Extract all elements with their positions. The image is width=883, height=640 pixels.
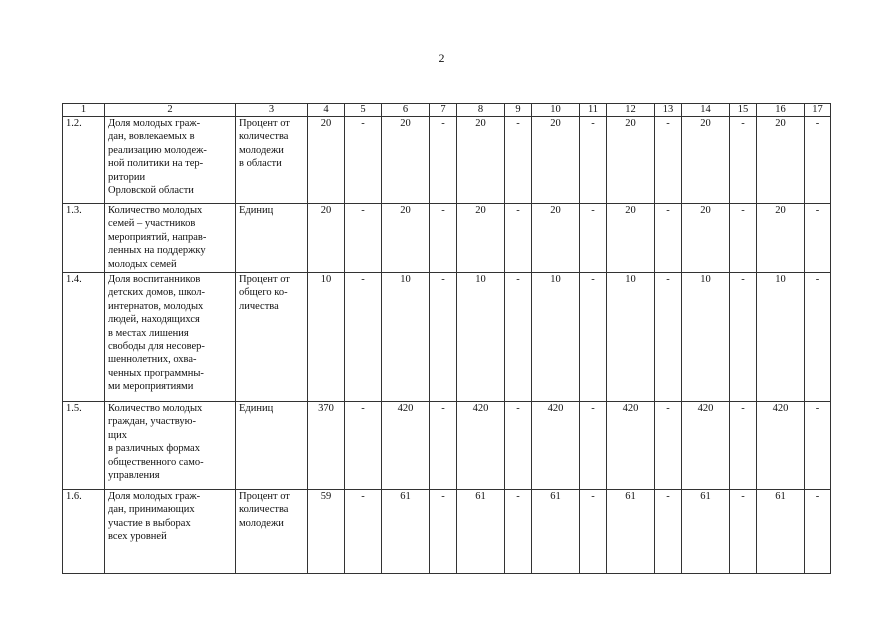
value-cell: 20: [757, 204, 805, 273]
dash-cell: -: [430, 273, 457, 402]
indicator-name-line: в местах лишения: [108, 327, 189, 339]
unit-of-measure: [236, 273, 308, 402]
dash-cell: -: [505, 117, 532, 204]
value-cell: 20: [382, 117, 430, 204]
unit-line: общего ко-: [239, 287, 288, 299]
unit-of-measure: [236, 490, 308, 574]
value-cell: 61: [757, 490, 805, 574]
dash-cell: -: [345, 402, 382, 490]
indicator-name-line: в различных формах: [108, 443, 200, 455]
indicator-name-line: реализацию молодеж-: [108, 144, 207, 156]
indicator-name-line: щих: [108, 429, 127, 441]
table-row: [63, 490, 831, 574]
indicator-name-line: шеннолетних, охва-: [108, 354, 197, 366]
unit-line: количества: [239, 504, 289, 516]
column-header-10: 10: [532, 104, 580, 117]
value-cell: 20: [457, 204, 505, 273]
indicator-name-line: граждан, участвую-: [108, 416, 196, 428]
dash-cell: -: [505, 490, 532, 574]
dash-cell: -: [505, 273, 532, 402]
dash-cell: -: [580, 273, 607, 402]
indicator-name-line: мероприятий, направ-: [108, 231, 207, 243]
dash-cell: -: [655, 490, 682, 574]
page-number: 2: [438, 51, 445, 65]
value-cell: 20: [308, 117, 345, 204]
indicator-name-line: Орловской области: [108, 185, 194, 197]
value-cell: 10: [607, 273, 655, 402]
indicator-name-line: людей, находящихся: [108, 314, 200, 326]
indicator-name-line: всех уровней: [108, 531, 167, 543]
unit-of-measure: [236, 204, 308, 273]
column-header-16: 16: [757, 104, 805, 117]
unit-line: молодежи: [239, 144, 284, 156]
indicator-name-line: молодых семей: [108, 258, 177, 270]
unit-line: молодежи: [239, 517, 284, 529]
column-header-14: 14: [682, 104, 730, 117]
unit-of-measure: [236, 117, 308, 204]
column-header-8: 8: [457, 104, 505, 117]
indicator-name-line: Доля молодых граж-: [108, 118, 201, 129]
table-row: [63, 273, 831, 402]
column-header-6: 6: [382, 104, 430, 117]
row-number: 1.6.: [63, 490, 105, 574]
value-cell: 61: [457, 490, 505, 574]
dash-cell: -: [430, 402, 457, 490]
column-header-1: 1: [63, 104, 105, 117]
value-cell: 20: [457, 117, 505, 204]
value-cell: 10: [457, 273, 505, 402]
indicator-name-line: ленных на поддержку: [108, 245, 206, 257]
dash-cell: -: [730, 117, 757, 204]
value-cell: 20: [757, 117, 805, 204]
column-header-15: 15: [730, 104, 757, 117]
value-cell: 61: [382, 490, 430, 574]
indicator-name-line: управления: [108, 470, 160, 482]
indicator-name-line: дан, принимающих: [108, 504, 195, 516]
dash-cell: -: [505, 204, 532, 273]
dash-cell: -: [580, 402, 607, 490]
unit-line: Единиц: [239, 205, 274, 216]
indicator-name-line: Доля воспитанников: [108, 274, 201, 285]
value-cell: 370: [308, 402, 345, 490]
value-cell: 20: [607, 204, 655, 273]
dash-cell: -: [430, 490, 457, 574]
dash-cell: -: [430, 117, 457, 204]
indicator-name-line: интернатов, молодых: [108, 300, 204, 312]
indicator-name-line: Доля молодых граж-: [108, 491, 201, 502]
value-cell: 420: [607, 402, 655, 490]
dash-cell: -: [345, 117, 382, 204]
value-cell: 61: [607, 490, 655, 574]
dash-cell: -: [655, 204, 682, 273]
value-cell: 420: [682, 402, 730, 490]
dash-cell: -: [805, 273, 831, 402]
column-header-17: 17: [805, 104, 831, 117]
unit-line: личества: [239, 300, 279, 312]
dash-cell: -: [730, 490, 757, 574]
value-cell: 20: [682, 204, 730, 273]
column-header-7: 7: [430, 104, 457, 117]
indicator-name-line: детских домов, школ-: [108, 287, 205, 299]
column-header-9: 9: [505, 104, 532, 117]
column-header-13: 13: [655, 104, 682, 117]
value-cell: 10: [308, 273, 345, 402]
table-row: [63, 402, 831, 490]
dash-cell: -: [345, 204, 382, 273]
indicator-name-line: Количество молодых: [108, 403, 203, 414]
dash-cell: -: [805, 490, 831, 574]
dash-cell: -: [730, 204, 757, 273]
indicator-name-line: общественного само-: [108, 456, 204, 468]
value-cell: 420: [532, 402, 580, 490]
table-row: [63, 204, 831, 273]
indicator-name-line: ритории: [108, 171, 146, 183]
value-cell: 420: [457, 402, 505, 490]
row-number: 1.5.: [63, 402, 105, 490]
value-cell: 20: [682, 117, 730, 204]
dash-cell: -: [730, 273, 757, 402]
unit-line: Процент от: [239, 118, 290, 129]
row-number: 1.2.: [63, 117, 105, 204]
indicator-name-line: дан, вовлекаемых в: [108, 131, 195, 143]
indicator-name: [105, 117, 236, 204]
dash-cell: -: [580, 204, 607, 273]
value-cell: 10: [382, 273, 430, 402]
unit-of-measure: [236, 402, 308, 490]
value-cell: 20: [532, 117, 580, 204]
indicator-name-line: ченных программны-: [108, 367, 204, 379]
column-header-12: 12: [607, 104, 655, 117]
value-cell: 420: [757, 402, 805, 490]
value-cell: 59: [308, 490, 345, 574]
value-cell: 20: [382, 204, 430, 273]
dash-cell: -: [345, 490, 382, 574]
dash-cell: -: [655, 117, 682, 204]
indicator-name-line: свободы для несовер-: [108, 341, 205, 353]
value-cell: 420: [382, 402, 430, 490]
dash-cell: -: [655, 273, 682, 402]
column-header-5: 5: [345, 104, 382, 117]
unit-line: в области: [239, 158, 282, 170]
value-cell: 61: [682, 490, 730, 574]
row-number: 1.3.: [63, 204, 105, 273]
dash-cell: -: [730, 402, 757, 490]
indicator-name-line: участие в выборах: [108, 517, 191, 529]
indicator-name-line: ми мероприятиями: [108, 381, 194, 393]
value-cell: 20: [308, 204, 345, 273]
row-number: 1.4.: [63, 273, 105, 402]
column-header-3: 3: [236, 104, 308, 117]
table-row: [63, 117, 831, 204]
indicator-name-line: семей – участников: [108, 218, 196, 230]
value-cell: 20: [607, 117, 655, 204]
header-row: [63, 104, 831, 117]
indicator-name-line: ной политики на тер-: [108, 158, 204, 170]
indicator-name: [105, 273, 236, 402]
unit-line: Процент от: [239, 274, 290, 285]
dash-cell: -: [505, 402, 532, 490]
indicator-name: [105, 402, 236, 490]
unit-line: количества: [239, 131, 289, 143]
dash-cell: -: [580, 117, 607, 204]
value-cell: 20: [532, 204, 580, 273]
dash-cell: -: [805, 117, 831, 204]
dash-cell: -: [430, 204, 457, 273]
indicator-name-line: Количество молодых: [108, 205, 203, 216]
dash-cell: -: [655, 402, 682, 490]
dash-cell: -: [580, 490, 607, 574]
unit-line: Единиц: [239, 403, 274, 414]
value-cell: 10: [532, 273, 580, 402]
dash-cell: -: [805, 402, 831, 490]
dash-cell: -: [805, 204, 831, 273]
column-header-11: 11: [580, 104, 607, 117]
column-header-4: 4: [308, 104, 345, 117]
value-cell: 10: [757, 273, 805, 402]
indicators-table: [62, 103, 831, 574]
dash-cell: -: [345, 273, 382, 402]
value-cell: 61: [532, 490, 580, 574]
indicator-name: [105, 490, 236, 574]
value-cell: 10: [682, 273, 730, 402]
column-header-2: 2: [105, 104, 236, 117]
indicator-name: [105, 204, 236, 273]
unit-line: Процент от: [239, 491, 290, 502]
